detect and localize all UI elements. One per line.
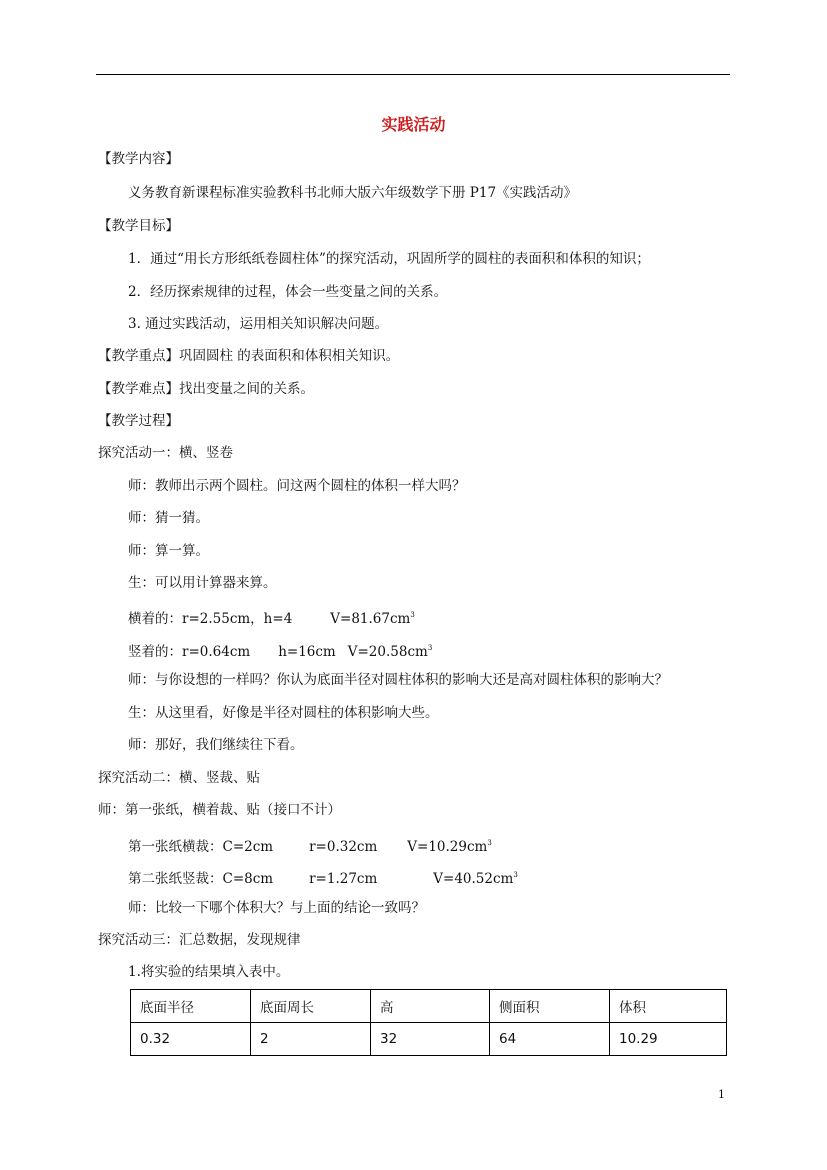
paper2-radius: r=1.27cm (309, 871, 378, 887)
results-table (130, 989, 727, 1056)
difficulty: 【教学难点】找出变量之间的关系。 (98, 381, 314, 397)
table-cell: 32 (371, 1023, 490, 1056)
paper1-volume: V=10.29cm (407, 839, 488, 855)
table-row (131, 1023, 727, 1056)
table-cell: 2 (251, 1023, 371, 1056)
activity2-question: 师：比较一下哪个体积大？与上面的结论一致吗？ (128, 900, 425, 916)
content-text: 义务教育新课程标准实验教科书北师大版六年级数学下册 P17《实践活动》 (128, 185, 578, 201)
activity1-after-1: 师：与你设想的一样吗？你认为底面半径对圆柱体积的影响大还是高对圆柱体积的影响大？ (128, 672, 668, 688)
paper2-calculation (128, 865, 518, 889)
activity1-line-2: 师：猜一猜。 (128, 510, 209, 526)
paper2-volume: V=40.52cm (433, 871, 514, 887)
process-heading: 【教学过程】 (98, 413, 179, 429)
vertical-height: h=16cm (278, 644, 336, 660)
header-rule (96, 74, 730, 75)
table-header-cell: 高 (371, 990, 490, 1023)
table-cell: 0.32 (131, 1023, 251, 1056)
exponent: 3 (427, 644, 433, 652)
activity2-title: 探究活动二：横、竖裁、贴 (98, 770, 260, 786)
horizontal-label: 横着的：r=2.55cm，h=4 (128, 611, 293, 627)
table-cell: 64 (490, 1023, 610, 1056)
table-header-row (131, 990, 727, 1023)
vertical-calculation (128, 638, 432, 662)
exponent: 3 (513, 871, 518, 879)
activity1-after-2: 生：从这里看，好像是半径对圆柱的体积影响大些。 (128, 705, 439, 721)
goal-heading: 【教学目标】 (98, 218, 179, 234)
exponent: 3 (487, 839, 492, 847)
goal-item-3: 3. 通过实践活动，运用相关知识解决问题。 (128, 316, 389, 332)
table-header-cell: 体积 (610, 990, 727, 1023)
activity3-step: 1.将实验的结果填入表中。 (128, 964, 290, 980)
table-header-cell: 侧面积 (490, 990, 610, 1023)
page-number: 1 (718, 1088, 725, 1101)
vertical-label: 竖着的：r=0.64cm (128, 644, 251, 660)
table-cell: 10.29 (610, 1023, 727, 1056)
document-title: 实践活动 (381, 115, 446, 134)
goal-item-2: 2．经历探索规律的过程，体会一些变量之间的关系。 (128, 284, 448, 300)
paper1-calculation (128, 833, 492, 857)
horizontal-calculation (128, 605, 415, 629)
activity3-title: 探究活动三：汇总数据，发现规律 (98, 932, 301, 948)
horizontal-volume: V=81.67cm (330, 611, 411, 627)
exponent: 3 (410, 611, 415, 619)
key-point: 【教学重点】巩固圆柱 的表面积和体积相关知识。 (98, 348, 400, 364)
activity1-title: 探究活动一：横、竖卷 (98, 445, 233, 461)
activity1-line-1: 师：教师出示两个圆柱。问这两个圆柱的体积一样大吗？ (128, 478, 466, 494)
activity1-line-4: 生：可以用计算器来算。 (128, 575, 277, 591)
activity1-line-3: 师：算一算。 (128, 543, 209, 559)
table-header-cell: 底面周长 (251, 990, 371, 1023)
vertical-volume: V=20.58cm (347, 644, 428, 660)
paper1-label: 第一张纸横裁：C=2cm (128, 839, 274, 855)
paper2-label: 第二张纸竖裁：C=8cm (128, 871, 274, 887)
content-heading: 【教学内容】 (98, 151, 179, 167)
activity2-intro: 师：第一张纸，横着裁、贴（接口不计） (98, 802, 341, 818)
paper1-radius: r=0.32cm (309, 839, 378, 855)
activity1-after-3: 师：那好，我们继续往下看。 (128, 737, 304, 753)
goal-item-1: 1．通过“用长方形纸纸卷圆柱体”的探究活动，巩固所学的圆柱的表面积和体积的知识； (128, 251, 650, 267)
table-header-cell: 底面半径 (131, 990, 251, 1023)
